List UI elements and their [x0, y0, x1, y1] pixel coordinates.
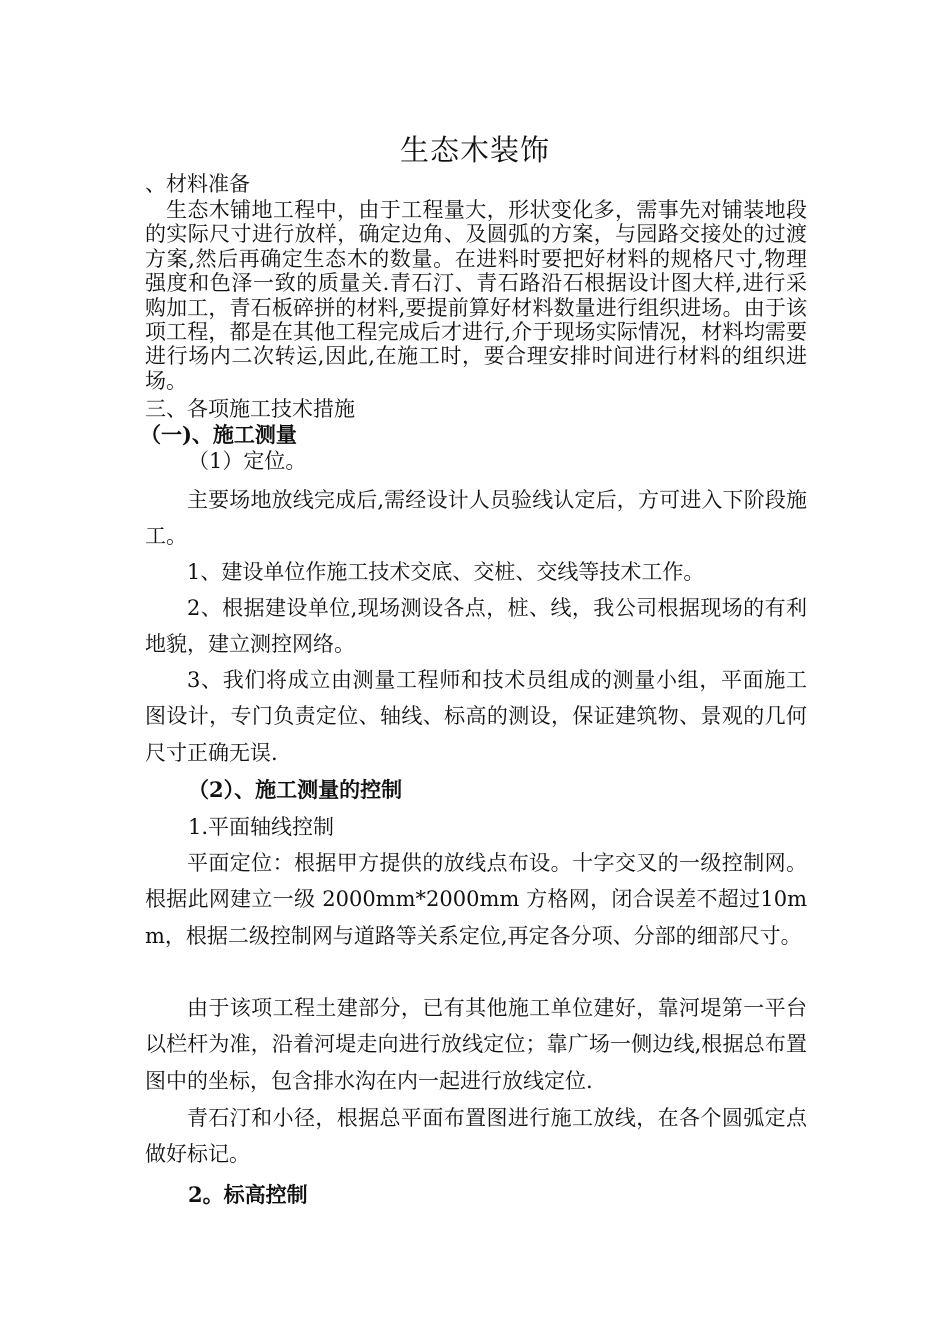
positioning-intro-paragraph: 主要场地放线完成后,需经设计人员验线认定后，方可进入下阶段施工。	[145, 488, 807, 549]
elevation-control-heading: 2。标高控制	[188, 1182, 308, 1207]
item-heading-survey-control: （2）、施工测量的控制	[188, 777, 403, 802]
positioning-point-1: 1、建设单位作施工技术交底、交桩、交线等技术工作。	[187, 560, 705, 584]
civil-works-paragraph: 由于该项工程土建部分，已有其他施工单位建好，靠河堤第一平台以栏杆为准，沿着河堤走向进行放线定位；靠广场一侧边线,根据总布置图中的坐标，包含排水沟在内一起进行放线定位.	[145, 996, 807, 1093]
material-prep-paragraph: 生态木铺地工程中，由于工程量大，形状变化多，需事先对铺装地段的实际尺寸进行放样，确定边角、及圆弧的方案，与园路交接处的过渡方案,然后再确定生态木的数量。在进料时要把好材料的规格尺寸,物理强度和色泽一致的质量关.青石汀、青石路沿石根据设计图大样,进行采购加工，青石板碎拼的材料,要提前算好材料数量进行组织进场。由于该项工程，都是在其他工程完成后才进行,介于现场实际情况，材料均需要进行场内二次转运,因此,在施工时，要合理安排时间进行材料的组织进场。	[145, 198, 807, 393]
positioning-point-3: 3、我们将成立由测量工程师和技术员组成的测量小组，平面施工图设计，专门负责定位、轴线、标高的测设，保证建筑物、景观的几何尺寸正确无误.	[145, 668, 807, 765]
document-title: 生态木装饰	[399, 133, 550, 167]
subsection-heading-survey: （一)、施工测量	[140, 422, 297, 447]
plane-positioning-paragraph: 平面定位：根据甲方提供的放线点布设。十字交叉的一级控制网。根据此网建立一级 2000mm*2000mm 方格网，闭合误差不超过10mm，根据二级控制网与道路等关系定位,再定各分项、分部的细部尺寸。	[145, 851, 807, 948]
qingshi-path-paragraph: 青石汀和小径，根据总平面布置图进行施工放线，在各个圆弧定点做好标记。	[145, 1106, 807, 1167]
plane-axis-control-heading: 1.平面轴线控制	[188, 815, 335, 839]
section-heading-construction-measures: 三、各项施工技术措施	[145, 397, 355, 421]
item-heading-positioning: （1）定位。	[188, 449, 307, 473]
section-heading-material-prep: 、材料准备	[145, 172, 250, 196]
positioning-point-2: 2、根据建设单位,现场测设各点，桩、线，我公司根据现场的有利地貌，建立测控网络。	[145, 596, 807, 657]
